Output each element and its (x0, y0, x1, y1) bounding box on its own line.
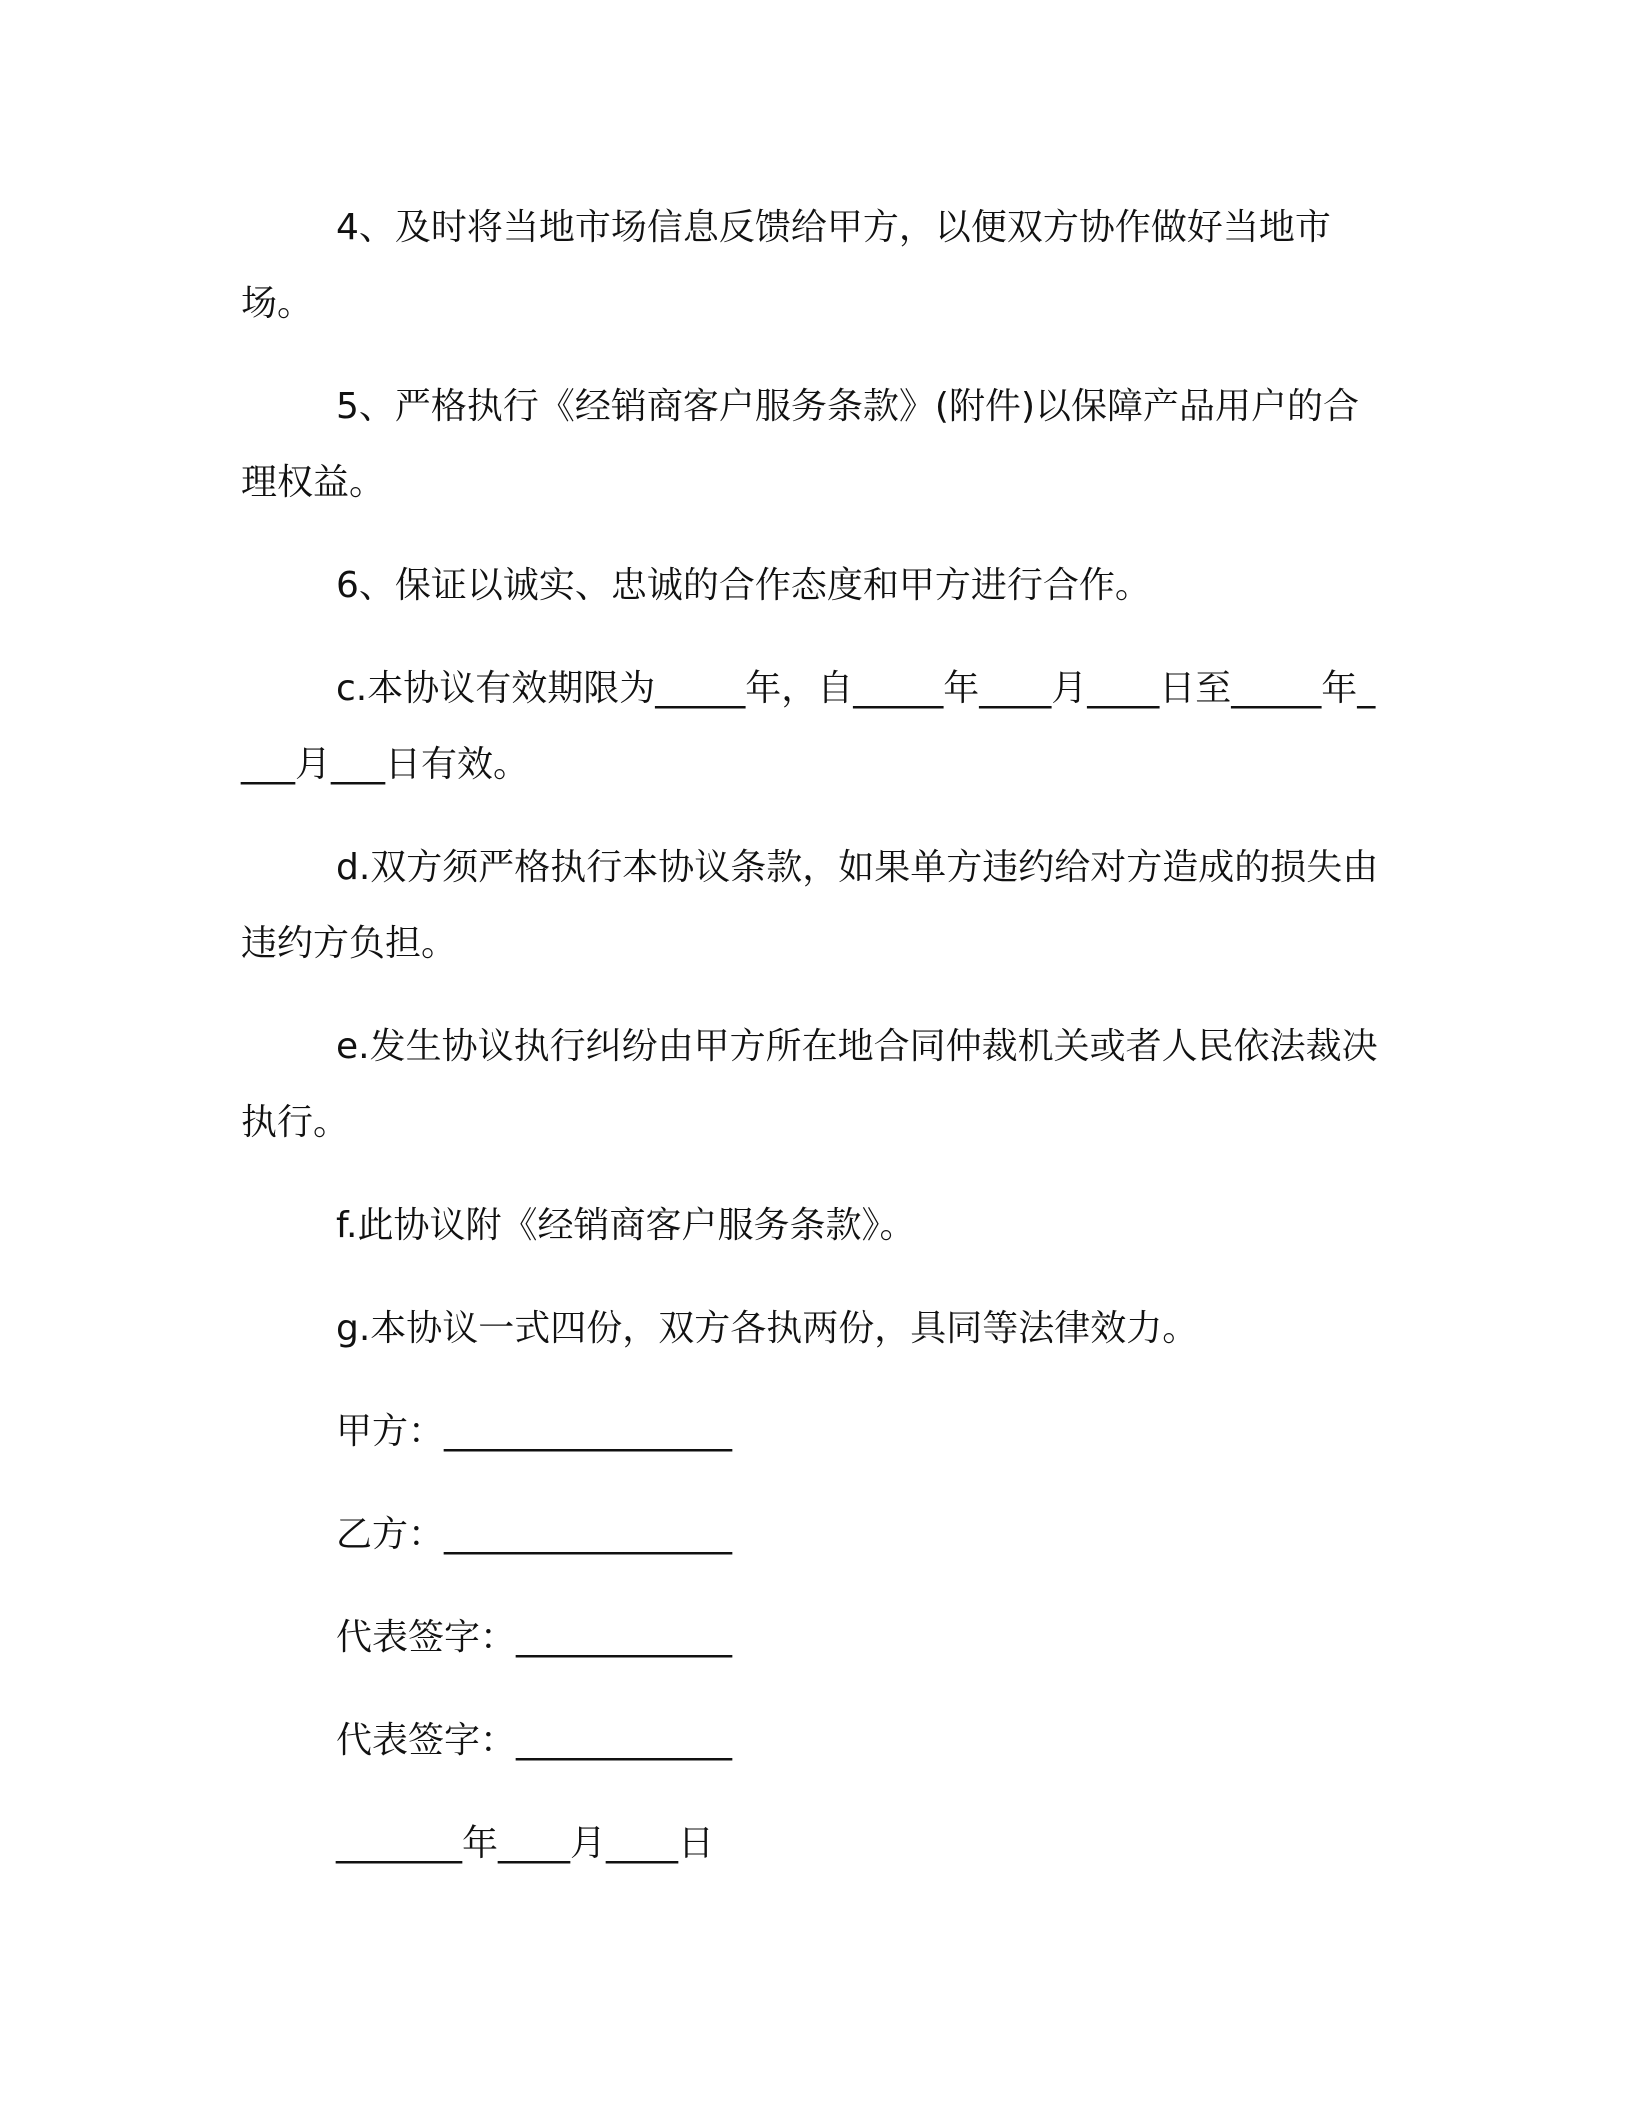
clause-6: 6、保证以诚实、忠诚的合作态度和甲方进行合作。 (336, 565, 1151, 606)
clause-e-dispute: e.发生协议执行纠纷由甲方所在地合同仲裁机关或者人民依法裁决执行。 (241, 1026, 1378, 1143)
party-b-signature-line: 乙方：________________ (336, 1514, 733, 1555)
clause-g-copies: g.本协议一式四份，双方各执两份，具同等法律效力。 (336, 1308, 1199, 1349)
representative-signature-line-1: 代表签字：____________ (336, 1617, 733, 1658)
clause-f-attachment: f.此协议附《经销商客户服务条款》。 (336, 1205, 916, 1246)
clause-c-term: c.本协议有效期限为_____年，自_____年____月____日至_____年____月___日有效。 (241, 668, 1376, 785)
clause-d-breach: d.双方须严格执行本协议条款，如果单方违约给对方造成的损失由违约方负担。 (241, 847, 1379, 964)
party-a-signature-line: 甲方：________________ (336, 1411, 733, 1452)
document-body (241, 190, 1391, 1882)
clause-5: 5、严格执行《经销商客户服务条款》(附件)以保障产品用户的合理权益。 (241, 386, 1359, 503)
clause-4: 4、及时将当地市场信息反馈给甲方，以便双方协作做好当地市场。 (241, 207, 1331, 324)
date-line: _______年____月____日 (336, 1823, 715, 1864)
representative-signature-line-2: 代表签字：____________ (336, 1720, 733, 1761)
